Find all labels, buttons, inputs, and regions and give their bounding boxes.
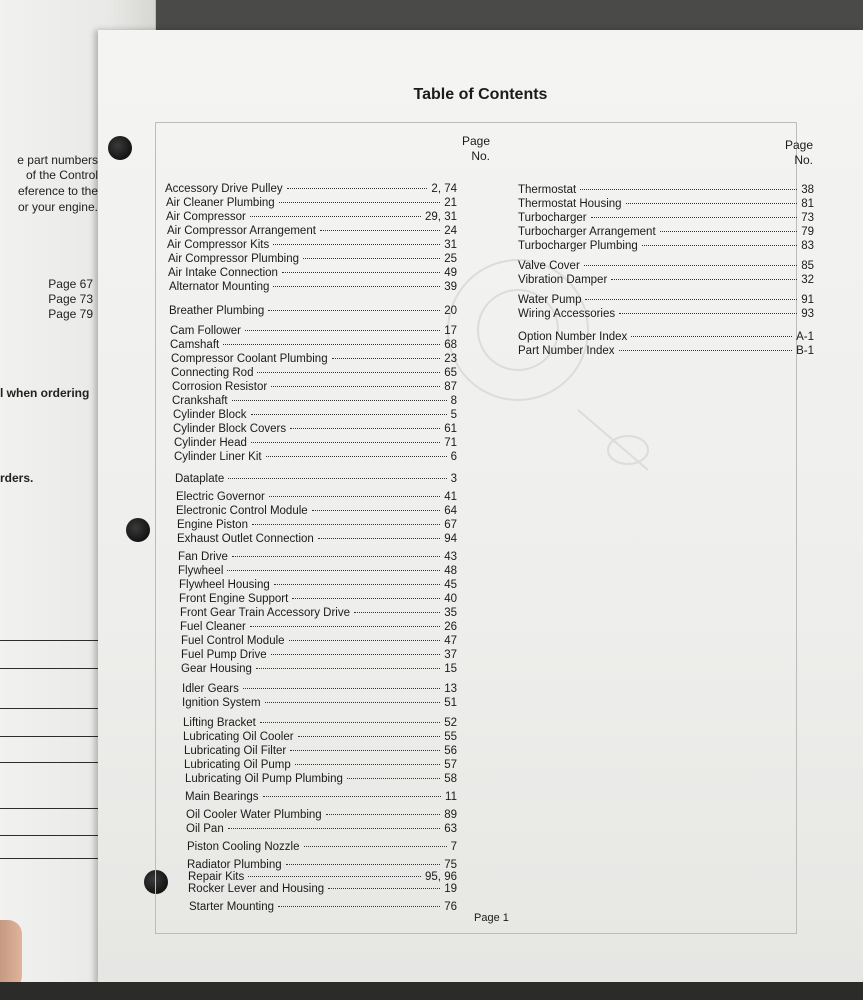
toc-entry-label: Crankshaft (172, 395, 228, 407)
toc-entry-label: Camshaft (170, 339, 220, 351)
toc-entry-label: Engine Piston (177, 519, 248, 531)
toc-leader-dots (256, 668, 440, 669)
toc-entry-page: 45 (444, 579, 457, 591)
toc-entry-page: 68 (444, 339, 457, 351)
toc-entry-label: Dataplate (175, 473, 225, 485)
left-page-line: e part numbers (17, 153, 98, 167)
toc-entry (518, 273, 814, 287)
page-footer: Page 1 (474, 912, 509, 924)
toc-entry-label: Oil Pan (186, 823, 224, 835)
toc-entry-label: Repair Kits (188, 871, 245, 883)
toc-entry (185, 772, 457, 786)
toc-entry-label: Fuel Cleaner (180, 621, 246, 633)
toc-leader-dots (290, 428, 440, 429)
toc-entry-label: Cylinder Liner Kit (174, 451, 262, 463)
toc-entry (175, 472, 457, 486)
toc-entry (173, 408, 457, 422)
toc-entry-label: Front Gear Train Accessory Drive (180, 607, 350, 619)
toc-entry-label: Wiring Accessories (518, 308, 616, 320)
desk-edge (0, 982, 863, 1000)
toc-leader-dots (286, 864, 441, 865)
toc-entry-label: Connecting Rod (171, 367, 254, 379)
left-page-ref: Page 79 (48, 307, 93, 321)
toc-entry-page: 2, 74 (431, 183, 457, 195)
toc-entry-page: 20 (444, 305, 457, 317)
toc-entry (176, 504, 457, 518)
toc-entry (177, 532, 457, 546)
left-page-orders-note: rders. (0, 471, 34, 485)
binder-hole (126, 518, 150, 542)
toc-entry-page: 43 (444, 551, 457, 563)
toc-entry-page: 31 (444, 239, 457, 251)
toc-entry (167, 224, 457, 238)
toc-entry-label: Water Pump (518, 294, 582, 306)
toc-entry (518, 211, 814, 225)
toc-leader-dots (298, 736, 441, 737)
toc-entry-page: 21 (444, 197, 457, 209)
toc-entry (187, 840, 457, 854)
toc-entry-label: Electronic Control Module (176, 505, 308, 517)
toc-entry-label: Air Compressor Arrangement (167, 225, 316, 237)
toc-entry (179, 592, 457, 606)
toc-entry-label: Starter Mounting (189, 901, 275, 913)
toc-entry (178, 564, 457, 578)
toc-entry-page: 56 (444, 745, 457, 757)
toc-leader-dots (292, 598, 440, 599)
toc-entry-label: Vibration Damper (518, 274, 608, 286)
toc-entry-page: 79 (801, 226, 814, 238)
toc-entry-page: 49 (444, 267, 457, 279)
toc-entry (180, 606, 457, 620)
toc-entry-label: Turbocharger Arrangement (518, 226, 656, 238)
page-title: Table of Contents (413, 86, 548, 103)
toc-entry (174, 436, 457, 450)
toc-entry (165, 182, 457, 196)
toc-leader-dots (269, 496, 440, 497)
toc-entry (518, 239, 814, 253)
toc-leader-dots (580, 189, 797, 190)
toc-entry-page: 41 (444, 491, 457, 503)
toc-leader-dots (271, 654, 441, 655)
toc-entry (183, 716, 457, 730)
toc-entry (180, 620, 457, 634)
toc-entry-label: Air Compressor (166, 211, 246, 223)
toc-entry (518, 307, 814, 321)
toc-entry (172, 380, 457, 394)
toc-entry-page: B-1 (796, 345, 814, 357)
left-col-header: Page No. (461, 134, 490, 163)
toc-entry (177, 518, 457, 532)
toc-entry-label: Front Engine Support (179, 593, 289, 605)
toc-entry-label: Radiator Plumbing (187, 859, 282, 871)
toc-entry (182, 696, 457, 710)
toc-leader-dots (642, 245, 797, 246)
toc-entry-page: 29, 31 (425, 211, 457, 223)
toc-leader-dots (354, 612, 440, 613)
toc-entry-page: 11 (445, 791, 457, 803)
toc-leader-dots (320, 230, 440, 231)
toc-leader-dots (312, 510, 441, 511)
toc-leader-dots (304, 846, 447, 847)
toc-entry-page: 48 (444, 565, 457, 577)
toc-leader-dots (290, 750, 440, 751)
toc-leader-dots (243, 688, 440, 689)
toc-entry-page: 23 (444, 353, 457, 365)
toc-entry (171, 352, 457, 366)
toc-leader-dots (232, 556, 440, 557)
toc-entry-page: 38 (801, 184, 814, 196)
toc-entry-page: 7 (450, 841, 457, 853)
toc-entry-label: Turbocharger (518, 212, 587, 224)
toc-entry-label: Thermostat (518, 184, 577, 196)
toc-entry-page: 73 (801, 212, 814, 224)
toc-leader-dots (248, 876, 421, 877)
toc-entry-page: 26 (444, 621, 457, 633)
toc-entry-page: 15 (444, 663, 457, 675)
toc-leader-dots (585, 299, 797, 300)
toc-entry (174, 450, 457, 464)
toc-entry (518, 197, 814, 211)
toc-leader-dots (263, 796, 442, 797)
toc-entry-page: 71 (444, 437, 457, 449)
toc-entry-page: 24 (444, 225, 457, 237)
toc-entry-page: 63 (444, 823, 457, 835)
toc-page (98, 30, 863, 990)
toc-entry-label: Turbocharger Plumbing (518, 240, 638, 252)
toc-entry-label: Fuel Pump Drive (181, 649, 267, 661)
toc-entry-label: Air Compressor Kits (167, 239, 270, 251)
toc-entry-label: Air Compressor Plumbing (168, 253, 300, 265)
toc-leader-dots (611, 279, 797, 280)
toc-leader-dots (250, 626, 440, 627)
toc-entry-page: 87 (444, 381, 457, 393)
toc-entry-label: Lubricating Oil Filter (184, 745, 287, 757)
toc-entry-page: 91 (801, 294, 814, 306)
toc-entry-page: 83 (801, 240, 814, 252)
thumb (0, 920, 22, 990)
toc-entry-label: Lubricating Oil Cooler (183, 731, 294, 743)
toc-entry (169, 280, 457, 294)
toc-entry (178, 550, 457, 564)
toc-entry-label: Lubricating Oil Pump Plumbing (185, 773, 343, 785)
toc-entry-page: 93 (801, 308, 814, 320)
toc-entry-label: Valve Cover (518, 260, 580, 272)
toc-entry-label: Cylinder Block Covers (173, 423, 287, 435)
toc-entry-label: Lifting Bracket (183, 717, 256, 729)
toc-entry-label: Cylinder Head (174, 437, 247, 449)
toc-leader-dots (265, 702, 441, 703)
blank-line (0, 640, 112, 641)
toc-leader-dots (227, 570, 440, 571)
toc-entry (185, 790, 457, 804)
toc-leader-dots (278, 906, 440, 907)
toc-entry (518, 330, 814, 344)
toc-entry (171, 366, 457, 380)
toc-leader-dots (584, 265, 797, 266)
binder-hole (108, 136, 132, 160)
blank-line (0, 736, 112, 737)
toc-leader-dots (619, 313, 797, 314)
toc-entry-label: Cam Follower (170, 325, 241, 337)
toc-leader-dots (626, 203, 798, 204)
toc-entry-label: Rocker Lever and Housing (188, 883, 325, 895)
toc-entry-page: 61 (444, 423, 457, 435)
toc-leader-dots (273, 286, 440, 287)
blank-line (0, 668, 112, 669)
toc-leader-dots (591, 217, 798, 218)
toc-entry-page: 67 (444, 519, 457, 531)
left-page-ref: Page 67 (48, 277, 93, 291)
toc-entry (179, 578, 457, 592)
toc-entry-label: Oil Cooler Water Plumbing (186, 809, 322, 821)
toc-entry-page: 19 (444, 883, 457, 895)
toc-entry (166, 210, 457, 224)
toc-entry (188, 882, 457, 896)
toc-leader-dots (266, 456, 447, 457)
toc-entry-label: Corrosion Resistor (172, 381, 268, 393)
toc-leader-dots (251, 414, 447, 415)
toc-entry (186, 808, 457, 822)
toc-entry-page: 58 (444, 773, 457, 785)
toc-entry (186, 822, 457, 836)
toc-entry-label: Main Bearings (185, 791, 259, 803)
toc-leader-dots (289, 640, 441, 641)
toc-leader-dots (619, 350, 793, 351)
toc-leader-dots (252, 524, 440, 525)
toc-entry (170, 324, 457, 338)
left-page-line: or your engine. (17, 200, 98, 214)
toc-entry (189, 900, 457, 914)
toc-leader-dots (223, 344, 440, 345)
toc-entry-label: Thermostat Housing (518, 198, 622, 210)
toc-entry (173, 422, 457, 436)
toc-entry-label: Lubricating Oil Pump (184, 759, 291, 771)
toc-leader-dots (228, 828, 440, 829)
toc-entry-label: Cylinder Block (173, 409, 247, 421)
toc-entry-page: 51 (444, 697, 457, 709)
toc-entry-page: 94 (444, 533, 457, 545)
toc-entry-label: Electric Governor (176, 491, 265, 503)
toc-entry-page: 52 (444, 717, 457, 729)
toc-entry-label: Ignition System (182, 697, 261, 709)
toc-leader-dots (660, 231, 798, 232)
toc-leader-dots (287, 188, 428, 189)
toc-entry-label: Air Cleaner Plumbing (166, 197, 275, 209)
toc-entry (184, 758, 457, 772)
toc-entry (518, 225, 814, 239)
toc-leader-dots (228, 478, 446, 479)
toc-entry-page: 85 (801, 260, 814, 272)
toc-entry (167, 238, 457, 252)
toc-entry-page: 81 (801, 198, 814, 210)
toc-leader-dots (303, 258, 440, 259)
toc-entry (176, 490, 457, 504)
toc-leader-dots (257, 372, 440, 373)
toc-entry-label: Piston Cooling Nozzle (187, 841, 300, 853)
toc-entry-page: 6 (450, 451, 457, 463)
toc-leader-dots (318, 538, 440, 539)
toc-entry-page: 17 (444, 325, 457, 337)
toc-entry-page: 5 (450, 409, 457, 421)
blank-line (0, 708, 112, 709)
toc-entry-label: Alternator Mounting (169, 281, 270, 293)
toc-leader-dots (271, 386, 440, 387)
toc-entry-page: 3 (450, 473, 457, 485)
toc-entry-page: 57 (444, 759, 457, 771)
toc-entry (518, 183, 814, 197)
toc-entry (518, 259, 814, 273)
blank-line (0, 762, 112, 763)
toc-entry (169, 304, 457, 318)
toc-leader-dots (282, 272, 440, 273)
toc-entry-page: 75 (444, 859, 457, 871)
toc-entry (172, 394, 457, 408)
left-page-ref: Page 73 (48, 292, 93, 306)
toc-entry-label: Idler Gears (182, 683, 239, 695)
toc-entry-page: 95, 96 (425, 871, 457, 883)
toc-entry-page: 39 (444, 281, 457, 293)
toc-entry (168, 266, 457, 280)
toc-leader-dots (295, 764, 440, 765)
toc-entry-page: 35 (444, 607, 457, 619)
toc-entry-label: Fuel Control Module (181, 635, 285, 647)
toc-entry-label: Exhaust Outlet Connection (177, 533, 314, 545)
toc-entry (518, 344, 814, 358)
toc-entry-label: Gear Housing (181, 663, 252, 675)
toc-entry-page: 47 (444, 635, 457, 647)
toc-entry-page: A-1 (796, 331, 814, 343)
toc-leader-dots (260, 722, 440, 723)
left-page-line: eference to the (17, 184, 98, 198)
right-col-header: Page No. (784, 138, 813, 167)
toc-entry-page: 89 (444, 809, 457, 821)
toc-entry (170, 338, 457, 352)
toc-leader-dots (274, 584, 440, 585)
toc-entry-label: Compressor Coolant Plumbing (171, 353, 328, 365)
toc-leader-dots (328, 888, 440, 889)
toc-entry-page: 76 (444, 901, 457, 913)
toc-entry-page: 13 (444, 683, 457, 695)
toc-entry (168, 252, 457, 266)
toc-entry-page: 8 (450, 395, 457, 407)
toc-leader-dots (232, 400, 447, 401)
toc-entry (181, 648, 457, 662)
toc-leader-dots (279, 202, 441, 203)
toc-leader-dots (250, 216, 421, 217)
toc-entry-label: Option Number Index (518, 331, 628, 343)
toc-entry-page: 37 (444, 649, 457, 661)
toc-entry (181, 634, 457, 648)
left-page-ordering-note: l when ordering (0, 386, 90, 400)
toc-leader-dots (631, 336, 792, 337)
toc-entry (518, 293, 814, 307)
toc-entry (183, 730, 457, 744)
toc-leader-dots (273, 244, 440, 245)
toc-leader-dots (326, 814, 440, 815)
toc-entry-page: 25 (444, 253, 457, 265)
toc-leader-dots (251, 442, 440, 443)
toc-entry-label: Flywheel Housing (179, 579, 270, 591)
toc-entry (181, 662, 457, 676)
toc-entry-page: 55 (444, 731, 457, 743)
toc-entry (182, 682, 457, 696)
toc-entry-page: 40 (444, 593, 457, 605)
toc-entry (184, 744, 457, 758)
toc-leader-dots (268, 310, 440, 311)
toc-leader-dots (332, 358, 441, 359)
toc-entry-page: 64 (444, 505, 457, 517)
toc-entry-page: 65 (444, 367, 457, 379)
toc-leader-dots (347, 778, 440, 779)
toc-leader-dots (245, 330, 440, 331)
toc-entry-label: Air Intake Connection (168, 267, 278, 279)
toc-entry (166, 196, 457, 210)
toc-entry-label: Part Number Index (518, 345, 615, 357)
left-page-line: of the Control (25, 168, 98, 182)
toc-entry-label: Accessory Drive Pulley (165, 183, 283, 195)
toc-entry-label: Breather Plumbing (169, 305, 265, 317)
toc-entry-label: Flywheel (178, 565, 224, 577)
toc-entry-page: 32 (801, 274, 814, 286)
toc-entry-label: Fan Drive (178, 551, 228, 563)
